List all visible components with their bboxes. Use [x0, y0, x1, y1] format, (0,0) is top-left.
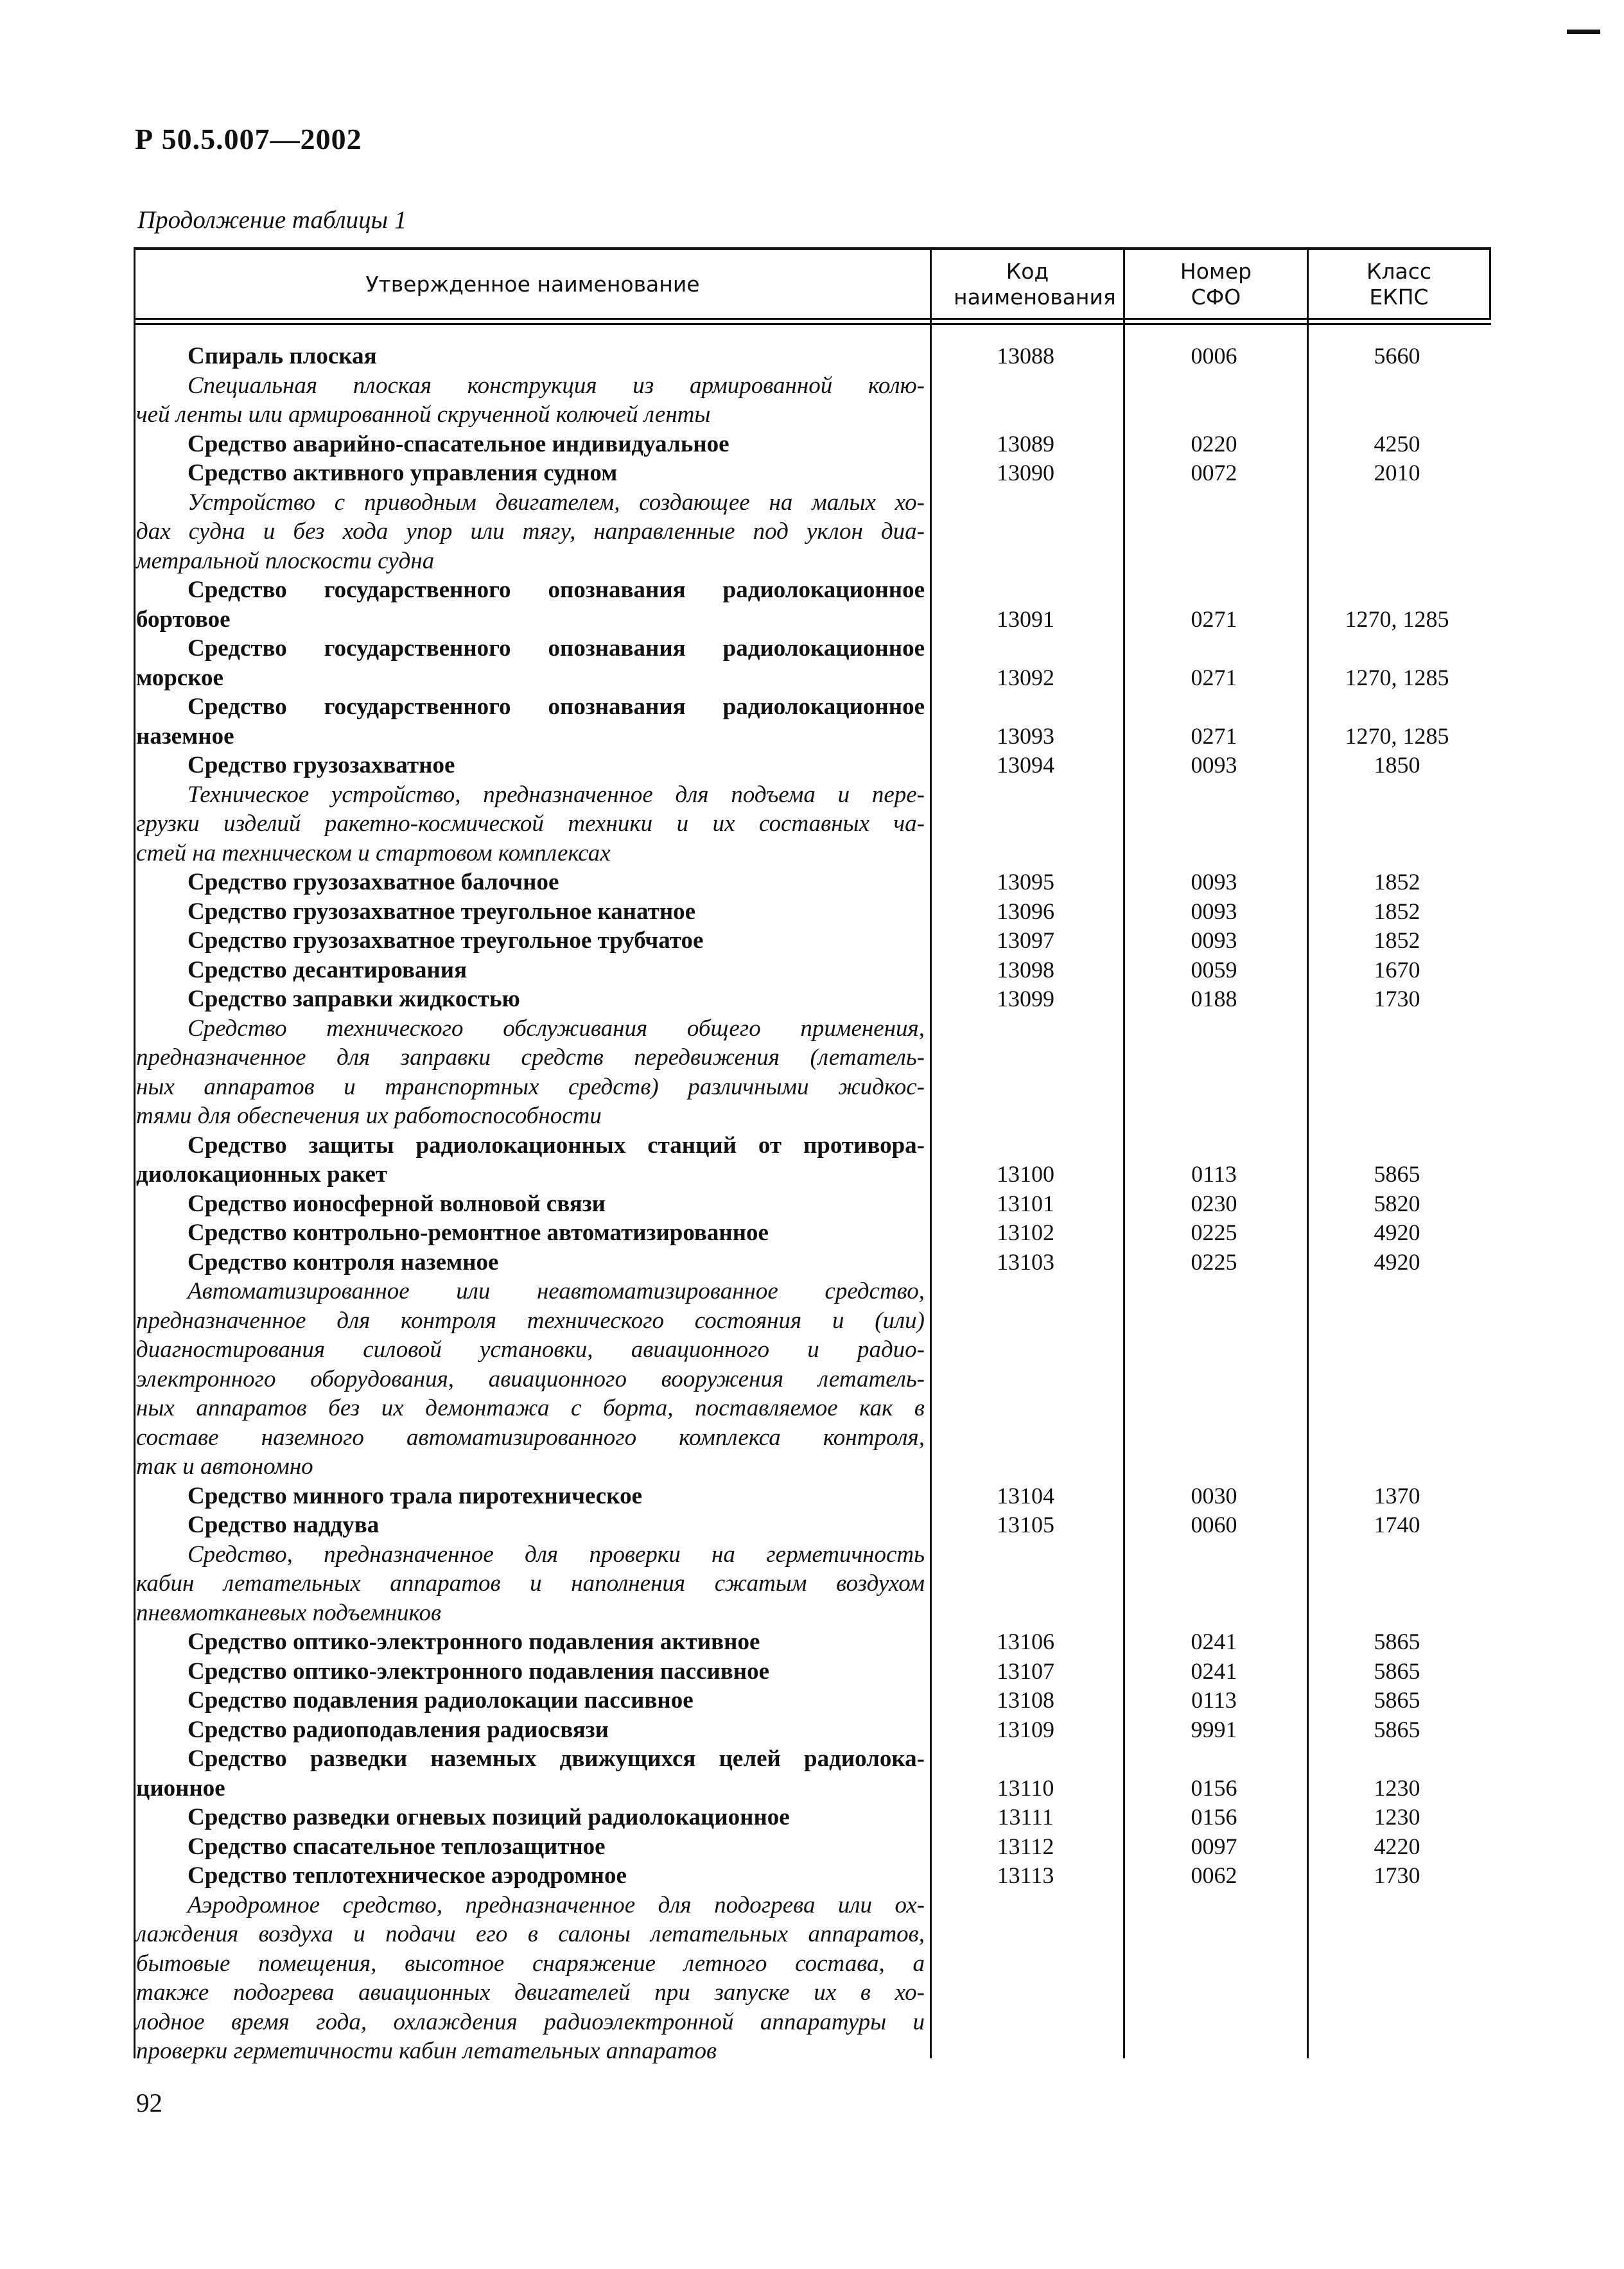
item-name: Средство ионосферной волновой связи	[188, 1190, 606, 1217]
item-name: Средство спасательное теплозащитное	[188, 1833, 606, 1860]
item-description: электронного оборудования, авиационного вооружения летатель-	[136, 1365, 925, 1392]
item-sfo-number: 0093	[1191, 752, 1237, 778]
item-sfo-number: 0059	[1191, 956, 1237, 983]
table-top-border	[134, 247, 1491, 250]
table-row	[136, 751, 1491, 780]
item-description: ных аппаратов и транспортных средств) различными жидкос-	[136, 1073, 925, 1100]
table-row	[136, 1861, 1491, 1891]
table-row	[136, 1891, 1491, 1920]
item-name: Средство заправки жидкостью	[188, 986, 520, 1012]
table-row	[136, 868, 1491, 897]
item-description: тями для обеспечения их работоспособности	[136, 1103, 602, 1129]
item-sfo-number: 0241	[1191, 1629, 1237, 1654]
item-name: Средство радиоподавления радиосвязи	[188, 1716, 609, 1743]
item-ekps-class: 1730	[1374, 1862, 1420, 1888]
item-name: Средство государственного опознавания радиолокационное	[188, 635, 925, 661]
item-code: 13089	[997, 430, 1054, 457]
table-row	[136, 1920, 1491, 1949]
table-row	[136, 400, 1491, 430]
header-double-border	[134, 323, 1491, 325]
column-header-ekps-text: Класс ЕКПС	[1366, 258, 1432, 310]
item-ekps-class: 5820	[1374, 1190, 1420, 1216]
item-sfo-number: 0093	[1191, 898, 1237, 924]
item-name: бортовое	[136, 606, 231, 633]
item-name: морское	[136, 664, 223, 691]
item-ekps-class: 1230	[1374, 1804, 1420, 1830]
item-description: предназначенное для контроля технического состояния и (или)	[136, 1307, 925, 1334]
item-sfo-number: 0060	[1191, 1512, 1237, 1537]
item-name: Средство разведки огневых позиций радиолокационное	[188, 1804, 790, 1830]
item-description: пневмотканевых подъемников	[136, 1599, 442, 1626]
table-body	[136, 342, 1491, 2066]
item-description: лодное время года, охлаждения радиоэлектронной аппаратуры и	[136, 2008, 925, 2035]
table-row	[136, 956, 1491, 985]
table-row	[136, 547, 1491, 576]
table-row	[136, 897, 1491, 927]
document-code: Р 50.5.007—2002	[135, 123, 362, 155]
item-ekps-class: 5865	[1374, 1687, 1420, 1713]
item-name: Средство защиты радиолокационных станций от противора-	[188, 1132, 925, 1159]
item-description: проверки герметичности кабин летательных аппаратов	[136, 2038, 717, 2064]
item-ekps-class: 1740	[1374, 1512, 1420, 1537]
item-code: 13102	[997, 1220, 1054, 1245]
item-sfo-number: 0113	[1191, 1687, 1237, 1713]
item-ekps-class: 4250	[1374, 430, 1420, 457]
item-sfo-number: 0225	[1191, 1220, 1237, 1245]
item-sfo-number: 0225	[1191, 1248, 1237, 1275]
item-name: Средство грузозахватное балочное	[188, 869, 559, 895]
table-row	[136, 1627, 1491, 1657]
table-row	[136, 1452, 1491, 1482]
item-ekps-class: 4920	[1374, 1248, 1420, 1275]
item-ekps-class: 2010	[1374, 460, 1420, 486]
table-row	[136, 1073, 1491, 1102]
table-row	[136, 488, 1491, 518]
item-code: 13090	[997, 460, 1054, 486]
item-name: Средство государственного опознавания радиолокационное	[188, 577, 925, 603]
item-code: 13094	[997, 752, 1054, 778]
item-description: Средство, предназначенное для проверки на герметичность	[188, 1541, 925, 1568]
item-code: 13106	[997, 1629, 1054, 1654]
item-description: Техническое устройство, предназначенное для подъема и пере-	[188, 781, 925, 808]
item-sfo-number: 0113	[1191, 1161, 1237, 1187]
item-code: 13110	[997, 1774, 1054, 1801]
table-row	[136, 1423, 1491, 1453]
table-row	[136, 1101, 1491, 1131]
column-divider	[134, 247, 135, 2058]
item-description: грузки изделий ракетно-космической техники и их составных ча-	[136, 810, 925, 837]
table-row	[136, 1715, 1491, 1745]
item-name: Спираль плоская	[188, 343, 377, 369]
item-sfo-number: 0220	[1191, 430, 1237, 457]
item-name: наземное	[136, 723, 234, 749]
item-code: 13113	[997, 1862, 1054, 1888]
item-ekps-class: 1730	[1374, 986, 1420, 1012]
table-row	[136, 459, 1491, 488]
item-code: 13111	[997, 1804, 1054, 1830]
table-row	[136, 722, 1491, 751]
table-row	[136, 1482, 1491, 1511]
table-row	[136, 575, 1491, 605]
item-name: Средство оптико-электронного подавления пассивное	[188, 1658, 770, 1685]
item-ekps-class: 5865	[1374, 1658, 1420, 1684]
table-row	[136, 926, 1491, 956]
item-ekps-class: 1852	[1374, 869, 1420, 895]
table-row	[136, 839, 1491, 868]
table-row	[136, 2037, 1491, 2066]
table-row	[136, 1744, 1491, 1774]
item-ekps-class: 1270, 1285	[1345, 664, 1449, 690]
column-header-sfo	[1125, 251, 1307, 318]
item-code: 13103	[997, 1248, 1054, 1275]
item-code: 13096	[997, 898, 1054, 924]
item-ekps-class: 1850	[1374, 752, 1420, 778]
item-description: чей ленты или армированной скрученной колючей ленты	[136, 401, 711, 428]
table-row	[136, 1657, 1491, 1686]
item-name: Средство грузозахватное треугольное трубчатое	[188, 927, 704, 954]
item-code: 13112	[997, 1833, 1054, 1859]
item-description: бытовые помещения, высотное снаряжение летного состава, а	[136, 1950, 925, 1977]
item-description: Аэродромное средство, предназначенное для подогрева или ох-	[188, 1891, 925, 1918]
item-code: 13105	[997, 1512, 1054, 1537]
table-row	[136, 1394, 1491, 1423]
item-description: Автоматизированное или неавтоматизированное средство,	[188, 1278, 925, 1304]
item-name: диолокационных ракет	[136, 1161, 388, 1187]
item-ekps-class: 4920	[1374, 1220, 1420, 1245]
table-row	[136, 1043, 1491, 1073]
table-row	[136, 1949, 1491, 1979]
item-name: Средство грузозахватное	[188, 752, 455, 778]
item-code: 13092	[997, 664, 1054, 690]
table-row	[136, 1160, 1491, 1189]
item-ekps-class: 1270, 1285	[1345, 723, 1449, 749]
table-row	[136, 1803, 1491, 1832]
item-name: Средство теплотехническое аэродромное	[188, 1862, 627, 1889]
table-row	[136, 430, 1491, 459]
table-row	[136, 1774, 1491, 1803]
table-row	[136, 1335, 1491, 1365]
header-bottom-border	[134, 318, 1491, 320]
item-code: 13107	[997, 1658, 1054, 1684]
item-description: предназначенное для заправки средств передвижения (летатель-	[136, 1044, 925, 1071]
item-code: 13108	[997, 1687, 1054, 1713]
item-ekps-class: 1670	[1374, 956, 1420, 983]
item-name: Средство минного трала пиротехническое	[188, 1482, 642, 1509]
item-description: Средство технического обслуживания общего применения,	[188, 1015, 925, 1042]
table-row	[136, 809, 1491, 839]
item-sfo-number: 0093	[1191, 927, 1237, 953]
item-ekps-class: 1370	[1374, 1482, 1420, 1509]
table-row	[136, 1686, 1491, 1715]
item-sfo-number: 0271	[1191, 723, 1237, 749]
item-sfo-number: 0097	[1191, 1833, 1237, 1859]
table-row	[136, 1131, 1491, 1161]
item-sfo-number: 0006	[1191, 343, 1237, 369]
item-code: 13100	[997, 1161, 1054, 1187]
table-row	[136, 1365, 1491, 1394]
table-row	[136, 1540, 1491, 1570]
item-ekps-class: 1852	[1374, 898, 1420, 924]
item-code: 13093	[997, 723, 1054, 749]
item-description: ных аппаратов без их демонтажа с борта, поставляемое как в	[136, 1395, 925, 1421]
item-sfo-number: 0093	[1191, 869, 1237, 895]
item-name: Средство оптико-электронного подавления активное	[188, 1629, 760, 1655]
item-code: 13088	[997, 343, 1054, 369]
table-row	[136, 985, 1491, 1014]
item-description: Специальная плоская конструкция из армированной колю-	[188, 372, 925, 399]
item-name: Средство разведки наземных движущихся целей радиолока-	[188, 1746, 925, 1772]
item-sfo-number: 9991	[1191, 1716, 1237, 1742]
table-row	[136, 634, 1491, 663]
item-description: составе наземного автоматизированного комплекса контроля,	[136, 1424, 925, 1451]
table-row	[136, 517, 1491, 547]
item-name: Средство подавления радиолокации пассивное	[188, 1687, 694, 1713]
table-row	[136, 1248, 1491, 1277]
item-description: Устройство с приводным двигателем, создающее на малых хо-	[188, 489, 925, 516]
table-row	[136, 1218, 1491, 1248]
table-row	[136, 371, 1491, 401]
item-ekps-class: 1270, 1285	[1345, 606, 1449, 632]
table-row	[136, 1599, 1491, 1628]
table-row	[136, 1189, 1491, 1219]
page-number: 92	[136, 2088, 162, 2117]
item-code: 13109	[997, 1716, 1054, 1742]
item-code: 13101	[997, 1190, 1054, 1216]
item-code: 13098	[997, 956, 1054, 983]
item-ekps-class: 4220	[1374, 1833, 1420, 1859]
item-ekps-class: 5660	[1374, 343, 1420, 369]
table-row	[136, 342, 1491, 371]
item-ekps-class: 5865	[1374, 1161, 1420, 1187]
item-ekps-class: 1852	[1374, 927, 1420, 953]
item-code: 13097	[997, 927, 1054, 953]
item-sfo-number: 0156	[1191, 1804, 1237, 1830]
item-description: так и автономно	[136, 1453, 313, 1480]
item-description: также подогрева авиационных двигателей при запуске их в хо-	[136, 1979, 925, 2006]
item-sfo-number: 0062	[1191, 1862, 1237, 1888]
item-code: 13099	[997, 986, 1054, 1012]
item-name: Средство государственного опознавания радиолокационное	[188, 694, 925, 720]
item-code: 13104	[997, 1482, 1054, 1509]
item-ekps-class: 5865	[1374, 1629, 1420, 1654]
item-sfo-number: 0271	[1191, 606, 1237, 632]
item-description: диагностирования силовой установки, авиационного и радио-	[136, 1336, 925, 1363]
table-row	[136, 2008, 1491, 2037]
header-right-border	[1489, 247, 1491, 319]
table-row	[136, 1014, 1491, 1044]
table-row	[136, 1832, 1491, 1862]
item-code: 13095	[997, 869, 1054, 895]
column-header-name: Утвержденное наименование	[365, 271, 700, 297]
item-sfo-number: 0072	[1191, 460, 1237, 486]
item-code: 13091	[997, 606, 1054, 632]
item-name: Средство десантирования	[188, 956, 467, 983]
item-description: дах судна и без хода упор или тягу, направленные под уклон диа-	[136, 518, 925, 545]
item-description: лаждения воздуха и подачи его в салоны летательных аппаратов,	[136, 1921, 925, 1947]
column-header-ekps	[1309, 251, 1489, 318]
item-sfo-number: 0030	[1191, 1482, 1237, 1509]
column-header-code-text: Код наименования	[954, 258, 1116, 310]
table-continuation-caption: Продолжение таблицы 1	[137, 206, 407, 234]
item-name: ционное	[136, 1774, 225, 1801]
table-row	[136, 1277, 1491, 1306]
item-name: Средство грузозахватное треугольное канатное	[188, 898, 696, 925]
item-name: Средство наддува	[188, 1512, 380, 1538]
table-row	[136, 780, 1491, 810]
item-name: Средство аварийно-спасательное индивидуальное	[188, 430, 729, 457]
item-description: метральной плоскости судна	[136, 547, 435, 574]
item-sfo-number: 0230	[1191, 1190, 1237, 1216]
column-header-sfo-text: Номер СФО	[1180, 258, 1252, 310]
item-description: стей на техническом и стартовом комплексах	[136, 839, 611, 866]
table-row	[136, 1306, 1491, 1336]
table-row	[136, 1978, 1491, 2008]
column-header-code	[932, 251, 1123, 318]
table-row	[136, 692, 1491, 722]
table-row	[136, 1511, 1491, 1540]
item-name: Средство активного управления судном	[188, 460, 618, 486]
table-row	[136, 605, 1491, 635]
item-sfo-number: 0271	[1191, 664, 1237, 690]
item-sfo-number: 0188	[1191, 986, 1237, 1012]
item-name: Средство контроля наземное	[188, 1248, 499, 1275]
item-sfo-number: 0156	[1191, 1774, 1237, 1801]
table-row	[136, 663, 1491, 693]
item-name: Средство контрольно-ремонтное автоматизированное	[188, 1220, 769, 1246]
item-ekps-class: 5865	[1374, 1716, 1420, 1742]
item-ekps-class: 1230	[1374, 1774, 1420, 1801]
table-row	[136, 1569, 1491, 1599]
corner-dash-mark	[1567, 30, 1600, 34]
item-description: кабин летательных аппаратов и наполнения сжатым воздухом	[136, 1570, 925, 1597]
item-sfo-number: 0241	[1191, 1658, 1237, 1684]
